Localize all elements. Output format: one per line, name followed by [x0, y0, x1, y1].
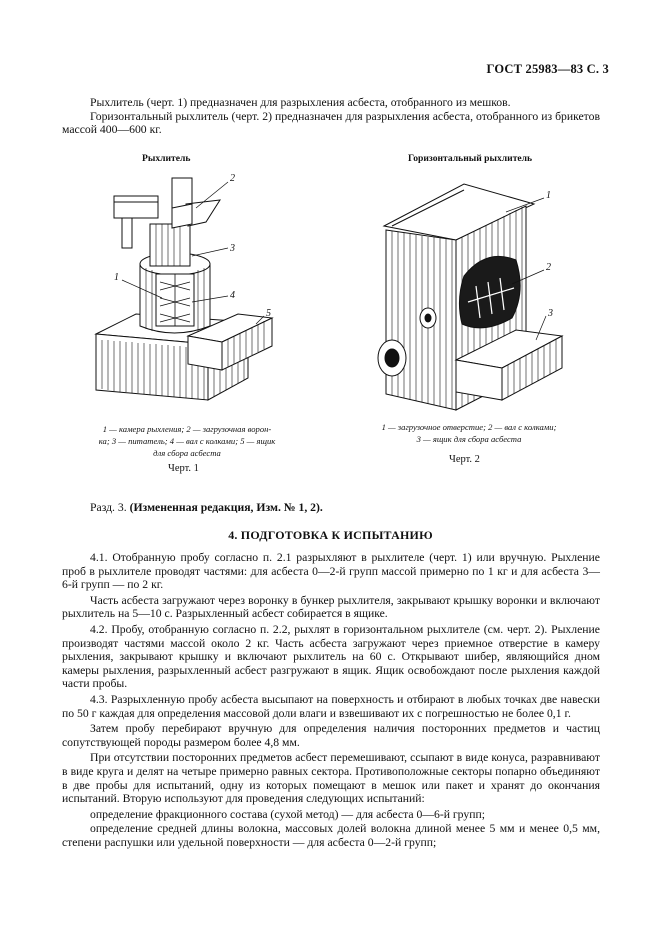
- figure-1-legend-line-1: 1 — камера рыхления; 2 — загрузочная ворон-: [102, 424, 272, 434]
- intro-paragraph-2: Горизонтальный рыхлитель (черт. 2) предназначен для разрыхления асбеста, отобранного из брикетов массой 400—600 кг.: [62, 109, 600, 137]
- section-title: 4. ПОДГОТОВКА К ИСПЫТАНИЮ: [228, 528, 433, 542]
- paragraph-4-2: 4.2. Пробу, отобранную согласно п. 2.2, рыхлят в горизонтальном рыхлителе (см. черт. 2). Рыхление производят частями массой около 2 кг. Часть асбеста загружают через приемное отверстие в камеру рыхления, закрывают крышку и включают рыхлитель на 60 с. Открывают шибер, являющийся дном камеры рыхления, разрыхленный асбест разгружают в ящик. Ящик освобождают после рыхления каждой части пробы.: [62, 622, 600, 691]
- figure-1-title: Рыхлитель: [142, 153, 191, 164]
- paragraph-4-3-cont: Затем пробу перебирают вручную для определения наличия посторонних предметов и частиц сопутствующей породы размером более 4,8 мм.: [62, 722, 600, 749]
- figure-2-horizontal-loosener-drawing: [366, 164, 572, 418]
- figure-1-callout-2: 2: [230, 173, 235, 184]
- figure-2-title: Горизонтальный рыхлитель: [408, 153, 533, 164]
- figure-1-loosener-drawing: [88, 164, 298, 420]
- figure-2-label: Черт. 2: [449, 454, 480, 465]
- amendment-bold: (Измененная редакция, Изм. № 1, 2).: [129, 501, 323, 514]
- page-header: ГОСТ 25983—83 С. 3: [486, 62, 609, 76]
- intro-paragraph-1: Рыхлитель (черт. 1) предназначен для разрыхления асбеста, отобранного из мешков.: [90, 96, 511, 109]
- figure-2-callout-2: 2: [546, 262, 551, 273]
- amendment-prefix: Разд. 3.: [90, 501, 130, 514]
- figure-1-legend-line-2: ка; 3 — питатель; 4 — вал с колками; 5 — ящик: [98, 436, 276, 446]
- figure-1-callout-1: 1: [114, 272, 119, 283]
- figure-2-legend: [350, 421, 588, 445]
- paragraph-4-1: 4.1. Отобранную пробу согласно п. 2.1 разрыхляют в рыхлителе (черт. 1) или вручную. Рыхление проб в рыхлителе проводят частями: для асбеста 0—2-й групп массой примерно по 1 кг и для асбеста 3—6-й групп — по 2 кг.: [62, 551, 600, 592]
- figure-2-callout-3: 3: [548, 308, 553, 319]
- amendment-note: [90, 501, 323, 514]
- paragraph-4-1-cont: Часть асбеста загружают через воронку в бункер рыхлителя, закрывают крышку воронки и включают рыхлитель на 5—10 с. Разрыхленный асбест собирается в ящике.: [62, 593, 600, 621]
- intro-text: [62, 96, 600, 137]
- paragraph-4-3-split: При отсутствии посторонних предметов асбест перемешивают, ссыпают в виде конуса, разравнивают в виде круга и делят на четыре примерно равных сектора. Противоположные секторы попарно объединяют в две пробы для испытаний, одну из которых помещают в мешок или пакет и хранят до окончания испытаний. Вторую используют для проведения следующих испытаний:: [62, 751, 600, 806]
- figure-2-legend-line-2: 3 — ящик для сбора асбеста: [416, 434, 522, 444]
- paragraph-4-3: 4.3. Разрыхленную пробу асбеста высыпают на поверхность и отбирают в любых точках две навески по 50 г каждая для определения массовой доли влаги и взвешивают их с погрешностью не более 0,1 г.: [62, 692, 600, 720]
- figure-1-callout-5: 5: [266, 308, 271, 319]
- paragraph-test-item-1: определение фракционного состава (сухой метод) — для асбеста 0—6-й групп;: [90, 807, 485, 821]
- section-body: [62, 551, 600, 850]
- figure-1-legend: [76, 423, 298, 459]
- figure-2-legend-line-1: 1 — загрузочное отверстие; 2 — вал с колками;: [381, 422, 557, 432]
- figure-1-callout-3: 3: [230, 243, 235, 254]
- figure-1-funnel: [172, 178, 220, 228]
- figure-2-callout-1: 1: [546, 190, 551, 201]
- figure-1-callout-4: 4: [230, 290, 235, 301]
- figure-1-label: Черт. 1: [168, 463, 199, 474]
- figure-1-legend-line-3: для сбора асбеста: [153, 448, 221, 458]
- paragraph-test-item-2: определение средней длины волокна, массовых долей волокна длиной менее 5 мм и менее 0,5 мм, степени распушки или удельной поверхности — для асбеста 0—2-й групп;: [62, 822, 600, 849]
